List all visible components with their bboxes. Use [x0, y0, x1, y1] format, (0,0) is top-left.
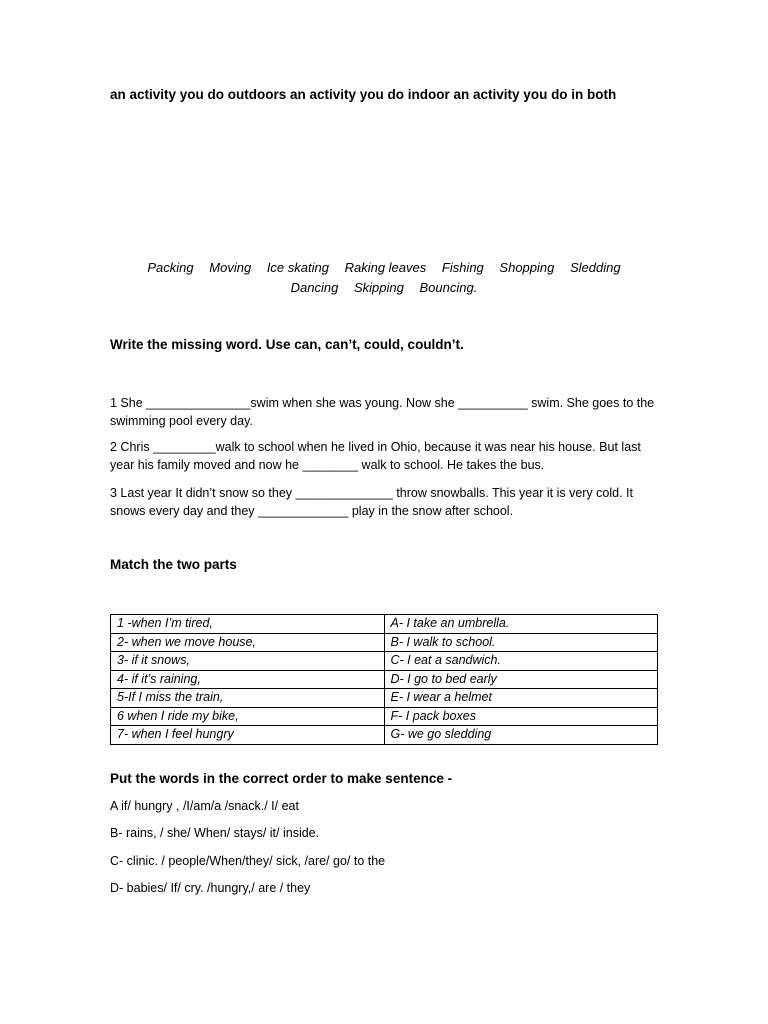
table-row [111, 615, 658, 634]
table-row [111, 652, 658, 671]
match-right-cell: G- we go sledding [384, 726, 658, 745]
match-left-cell: 2- when we move house, [111, 633, 385, 652]
match-left-cell: 4- if it’s raining, [111, 670, 385, 689]
word-bank-word: Fishing [441, 260, 484, 275]
fill-in-item-2: 2 Chris _________walk to school when he lived in Ohio, because it was near his house. But last year his family moved and now he ________ walk to school. He takes the bus. [110, 440, 641, 472]
match-table [110, 614, 658, 745]
table-row [111, 670, 658, 689]
match-right-cell: F- I pack boxes [384, 707, 658, 726]
match-left-cell: 7- when I feel hungry [111, 726, 385, 745]
table-row [111, 707, 658, 726]
word-bank-word: Sledding [570, 260, 621, 275]
category-headings: an activity you do outdoors an activity you do indoor an activity you do in both [110, 87, 617, 102]
table-row [111, 633, 658, 652]
match-right-cell: C- I eat a sandwich. [384, 652, 658, 671]
word-bank-word: Dancing [290, 280, 339, 295]
word-bank-word: Skipping [354, 280, 404, 295]
word-bank-row-1 [110, 260, 658, 275]
section1-heading: Write the missing word. Use can, can’t, could, couldn’t. [110, 337, 464, 352]
word-bank-word: Moving [209, 260, 252, 275]
word-bank-word: Bouncing. [419, 280, 478, 295]
section2-heading: Match the two parts [110, 557, 237, 572]
match-right-cell: D- I go to bed early [384, 670, 658, 689]
fill-in-item-3: 3 Last year It didn’t snow so they ______________ throw snowballs. This year it is very cold. It snows every day and they _____________ play in the snow after school. [110, 486, 633, 518]
reorder-item-b: B- rains, / she/ When/ stays/ it/ inside. [110, 826, 320, 840]
match-left-cell: 1 -when I’m tired, [111, 615, 385, 634]
word-bank-word: Packing [147, 260, 194, 275]
match-left-cell: 3- if it snows, [111, 652, 385, 671]
table-row [111, 726, 658, 745]
reorder-item-d: D- babies/ If/ cry. /hungry,/ are / they [110, 881, 311, 895]
word-bank-word: Raking leaves [344, 260, 427, 275]
match-right-cell: B- I walk to school. [384, 633, 658, 652]
reorder-item-c: C- clinic. / people/When/they/ sick, /are/ go/ to the [110, 854, 386, 868]
reorder-item-a: A if/ hungry , /I/am/a /snack./ I/ eat [110, 799, 299, 813]
section3-heading: Put the words in the correct order to make sentence - [110, 771, 453, 786]
table-row [111, 689, 658, 708]
match-right-cell: A- I take an umbrella. [384, 615, 658, 634]
word-bank-word: Ice skating [266, 260, 329, 275]
match-left-cell: 6 when I ride my bike, [111, 707, 385, 726]
match-left-cell: 5-If I miss the train, [111, 689, 385, 708]
match-right-cell: E- I wear a helmet [384, 689, 658, 708]
word-bank-word: Shopping [499, 260, 555, 275]
fill-in-item-1: 1 She _______________swim when she was young. Now she __________ swim. She goes to the swimming pool every day. [110, 396, 655, 428]
word-bank-row-2 [110, 280, 658, 295]
